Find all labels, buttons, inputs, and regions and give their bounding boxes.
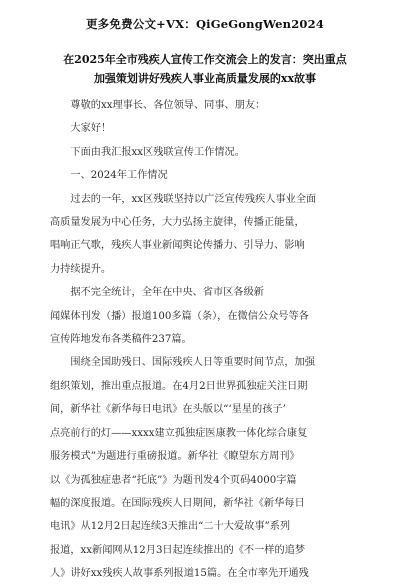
text-line: 电讯》从12月2日起连续3天推出“二十大爱故事”系列	[50, 521, 291, 533]
paragraph	[50, 351, 360, 585]
document-body	[50, 94, 360, 586]
document-title	[50, 50, 360, 88]
text-line: 宣传阵地发布各类稿件237篇。	[50, 334, 192, 346]
text-line: 间，新华社《新华每日电讯》在头版以“‘星星的孩子’	[50, 404, 286, 416]
text-line: 据不完全统计，全年在中央、省市区各级新	[70, 287, 264, 299]
text-line: 唱响正气歌，残疾人事业新闻舆论传播力、引导力、影响	[50, 240, 305, 252]
paragraph	[50, 281, 360, 351]
text-line: 报道，xx新闻网从12月3日起连续推出的《不一样的追梦	[50, 544, 306, 556]
page-header: 更多免费公文+VX：QiGeGongWen2024	[85, 17, 325, 31]
text-line: 一、2024年工作情况	[70, 170, 168, 182]
greeting	[50, 117, 360, 140]
salutation	[50, 94, 360, 117]
title-line: 加强策划讲好残疾人事业高质量发展的xx故事	[93, 72, 317, 85]
text-line: 闻媒体刊发（播）报道100多篇（条），在微信公众号等各	[50, 310, 309, 322]
paragraph	[50, 188, 360, 282]
intro-paragraph	[50, 141, 360, 164]
text-line: 围绕全国助残日、国际残疾人日等重要时间节点，加强	[70, 357, 315, 369]
text-line: 下面由我汇报xx区残联宣传工作情况。	[70, 146, 245, 158]
text-line: 高质量发展为中心任务，大力弘扬主旋律，传播正能量，	[50, 217, 305, 229]
text-line: 点亮前行的灯——xxxx建立孤独症医康教一体化综合康复	[50, 427, 308, 439]
text-line: 以《为孤独症患者“托底”》为题刊发4个页码4000字篇	[50, 474, 297, 486]
text-line: 大家好！	[70, 123, 112, 135]
text-line: 尊敬的xx理事长、各位领导、同事、朋友：	[70, 100, 266, 111]
text-line: 人》讲好xx残疾人故事系列报道15篇。在全市率先开通残	[50, 568, 309, 580]
text-line: 过去的一年，xx区残联坚持以广泛宣传残疾人事业全面	[70, 193, 317, 205]
title-line: 在2025年全市残疾人宣传工作交流会上的发言：突出重点	[63, 53, 347, 66]
text-line: 幅的深度报道。在国际残疾人日期间，新华社《新华每日	[50, 497, 305, 509]
text-line: 服务模式”为题进行重磅报道。新华社《瞭望东方周刊》	[50, 451, 300, 463]
text-line: 力持续提升。	[50, 263, 112, 275]
text-line: 组织策划，推出重点报道。在4月2日世界孤独症关注日期	[50, 380, 308, 392]
section-heading	[50, 164, 360, 187]
